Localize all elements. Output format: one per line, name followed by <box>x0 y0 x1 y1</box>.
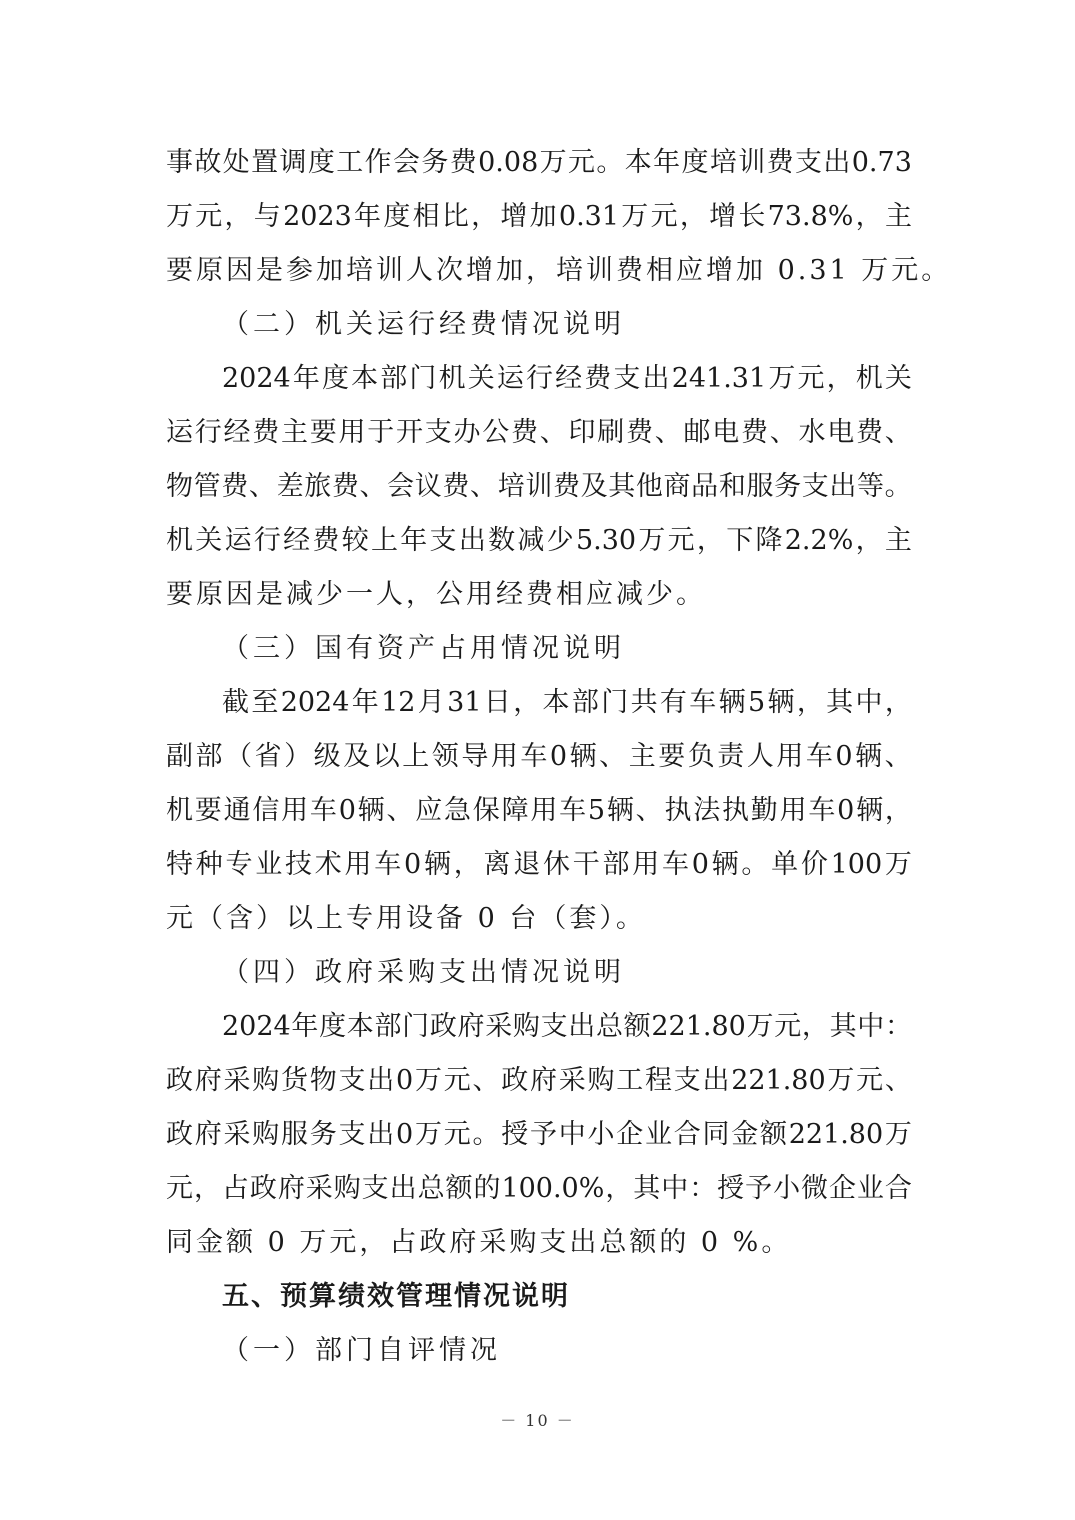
paragraph-line: 政 府 采 购 服 务 支 出 0 万 元 。 授 予 中 小 企 业 合 同 金 额 221.80 万 <box>166 1119 912 1150</box>
subsection-heading: （二）机关运行经费情况说明 <box>222 309 625 340</box>
paragraph-line: 政 府 采 购 货 物 支 出 0 万 元 、 政 府 采 购 工 程 支 出 221.80 万 元 、 <box>166 1065 912 1096</box>
paragraph-line: 运 行 经 费 主 要 用 于 开 支 办 公 费 、 印 刷 费 、 邮 电 费 、 水 电 费 、 <box>166 417 912 448</box>
paragraph-line: 截 至 2024 年 12 月 31 日 ， 本 部 门 共 有 车 辆 5 辆 ， 其 中 ， <box>222 687 912 718</box>
paragraph-line: 特 种 专 业 技 术 用 车 0 辆 ， 离 退 休 干 部 用 车 0 辆 。 单 价 100 万 <box>166 849 912 880</box>
section-heading: 五、预算绩效管理情况说明 <box>222 1281 570 1312</box>
document-body <box>166 136 952 1378</box>
paragraph-line: 要原因是参加培训人次增加，培训费相应增加 0.31 万元。 <box>166 255 952 286</box>
paragraph-line: 机 关 运 行 经 费 较 上 年 支 出 数 减 少 5.30 万 元 ， 下 降 2.2% ， 主 <box>166 525 912 556</box>
subsection-heading: （四）政府采购支出情况说明 <box>222 957 625 988</box>
paragraph-line: 物 管 费 、 差 旅 费 、 会 议 费 、 培 训 费 及 其 他 商 品 和 服 务 支 出 等 。 <box>166 471 912 502</box>
paragraph-line: 要原因是减少一人，公用经费相应减少。 <box>166 579 706 610</box>
paragraph-line: 2024 年 度 本 部 门 政 府 采 购 支 出 总 额 221.80 万 元 ， 其 中 ： <box>222 1011 912 1042</box>
paragraph-line: 元 ， 占 政 府 采 购 支 出 总 额 的 100.0% ， 其 中 ： 授 予 小 微 企 业 合 <box>166 1173 912 1204</box>
paragraph-line: 机 要 通 信 用 车 0 辆 、 应 急 保 障 用 车 5 辆 、 执 法 执 勤 用 车 0 辆 ， <box>166 795 912 826</box>
paragraph-line: 元（含）以上专用设备 0 台（套）。 <box>166 903 646 934</box>
paragraph-line: 事 故 处 置 调 度 工 作 会 务 费 0.08 万 元 。 本 年 度 培 训 费 支 出 0.73 <box>166 147 912 178</box>
page-number: － 10 － <box>500 1411 575 1430</box>
paragraph-line: 同金额 0 万元，占政府采购支出总额的 0 %。 <box>166 1227 792 1258</box>
paragraph-line: 2024 年 度 本 部 门 机 关 运 行 经 费 支 出 241.31 万 元 ， 机 关 <box>222 363 912 394</box>
subsection-heading: （三）国有资产占用情况说明 <box>222 633 625 664</box>
paragraph-line: 副 部 （ 省 ） 级 及 以 上 领 导 用 车 0 辆 、 主 要 负 责 人 用 车 0 辆 、 <box>166 741 912 772</box>
paragraph-line: 万 元 ， 与 2023 年 度 相 比 ， 增 加 0.31 万 元 ， 增 长 73.8% ， 主 <box>166 201 912 232</box>
subsection-heading: （一）部门自评情况 <box>222 1335 501 1366</box>
